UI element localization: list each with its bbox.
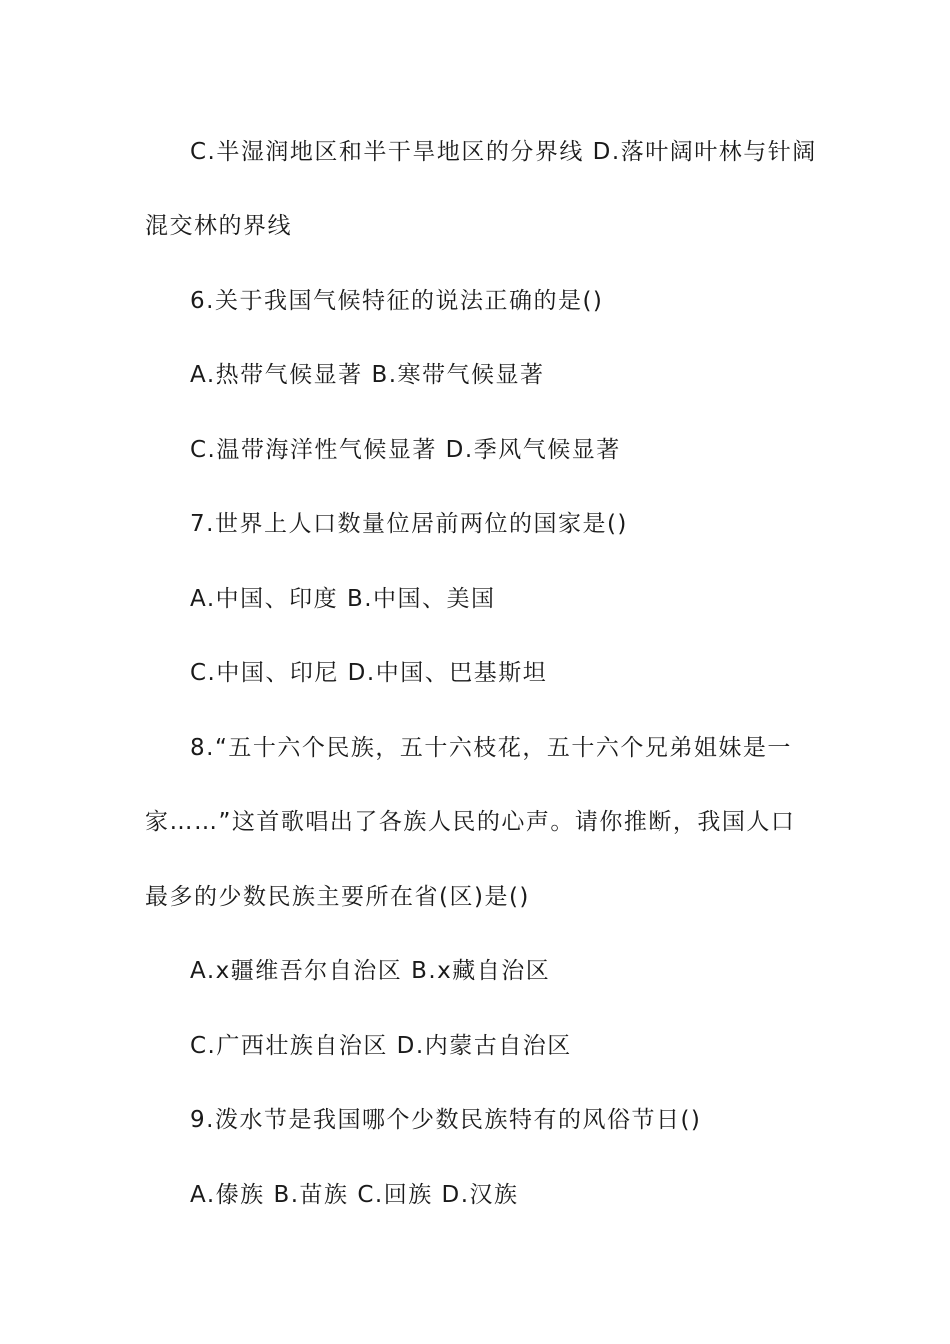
question-8-options-cd: C.广西壮族自治区 D.内蒙古自治区 — [190, 1033, 572, 1059]
option-line-q5-cd-continued: 混交林的界线 — [145, 213, 292, 239]
question-8-options-ab: A.x疆维吾尔自治区 B.x藏自治区 — [190, 958, 551, 984]
option-line-q5-cd: C.半湿润地区和半干旱地区的分界线 D.落叶阔叶林与针阔 — [190, 139, 817, 165]
question-8-continued-1: 家……”这首歌唱出了各族人民的心声。请你推断，我国人口 — [145, 809, 796, 835]
question-8-continued-2: 最多的少数民族主要所在省(区)是() — [145, 884, 530, 910]
question-8: 8.“五十六个民族，五十六枝花，五十六个兄弟姐妹是一 — [190, 735, 792, 761]
question-6-options-cd: C.温带海洋性气候显著 D.季风气候显著 — [190, 437, 621, 463]
question-9-options: A.傣族 B.苗族 C.回族 D.汉族 — [190, 1182, 519, 1208]
question-6: 6.关于我国气候特征的说法正确的是() — [190, 288, 604, 314]
question-7: 7.世界上人口数量位居前两位的国家是() — [190, 511, 628, 537]
question-7-options-ab: A.中国、印度 B.中国、美国 — [190, 586, 496, 612]
question-7-options-cd: C.中国、印尼 D.中国、巴基斯坦 — [190, 660, 548, 686]
question-9: 9.泼水节是我国哪个少数民族特有的风俗节日() — [190, 1107, 702, 1133]
question-6-options-ab: A.热带气候显著 B.寒带气候显著 — [190, 362, 545, 388]
